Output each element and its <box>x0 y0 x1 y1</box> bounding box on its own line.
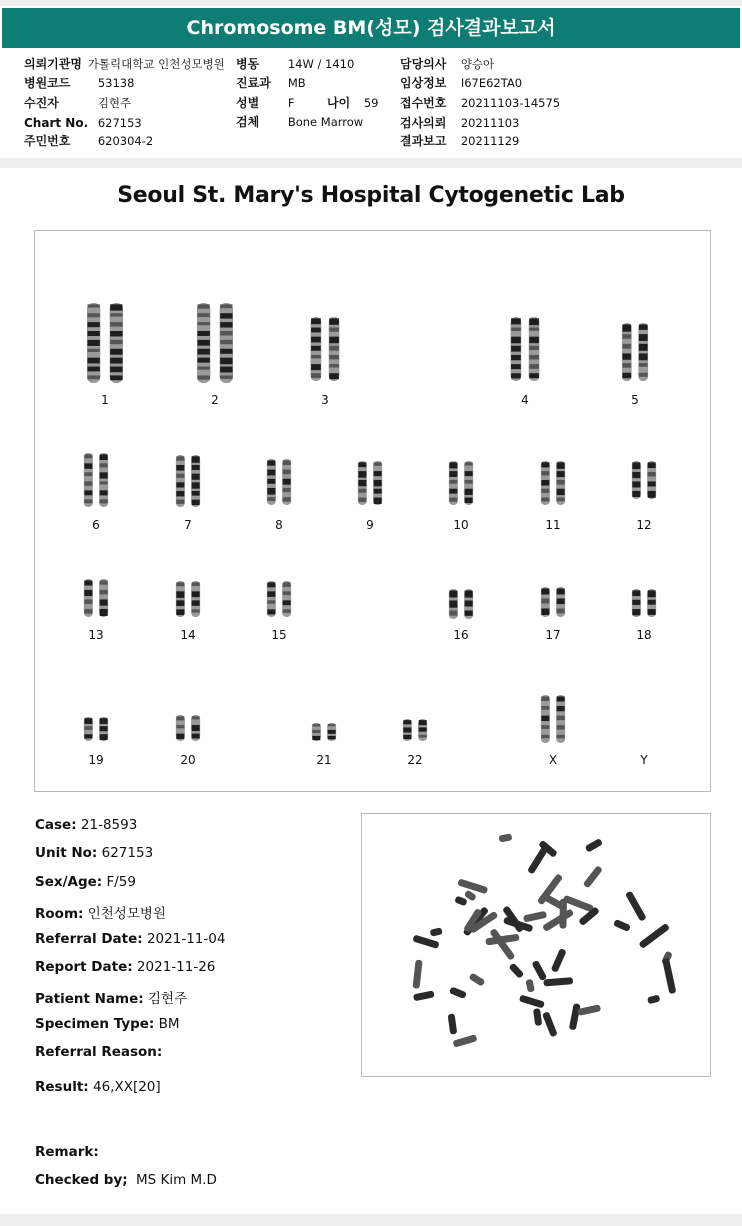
chromosome-label-7: 7 <box>184 518 192 532</box>
chromosome-pair-7 <box>176 455 200 507</box>
chromosome-label-11: 11 <box>545 518 561 532</box>
info-specimen: 검체 Bone Marrow <box>236 115 364 129</box>
chromosome-label-X: X <box>548 753 558 767</box>
chromosome-label-1: 1 <box>101 393 109 407</box>
chromosome-pair-20 <box>176 715 200 741</box>
chromosome-label-17: 17 <box>545 628 561 642</box>
chromosome-pair-14 <box>176 581 200 617</box>
chromosome-pair-4 <box>511 317 540 381</box>
case-line: Case: 21-8593 <box>35 817 138 833</box>
section-divider <box>0 158 742 168</box>
info-test-request: 검사의뢰 20211103 <box>400 116 520 130</box>
info-attending-doctor: 담당의사 양승아 <box>400 57 495 71</box>
chromosome-label-9: 9 <box>366 518 374 532</box>
chromosome-pair-11 <box>541 461 565 505</box>
chromosome-label-15: 15 <box>271 628 287 642</box>
chromosome-pair-X <box>541 695 565 743</box>
chromosome-pair-19 <box>84 717 108 741</box>
chromosome-label-18: 18 <box>636 628 652 642</box>
chromosome-pair-1 <box>87 303 123 383</box>
remark-line: Remark: <box>35 1144 99 1160</box>
specimen-type-line: Specimen Type: BM <box>35 1016 180 1032</box>
chromosome-label-20: 20 <box>180 753 196 767</box>
metaphase-panel <box>361 813 711 1077</box>
referral-reason-line: Referral Reason: <box>35 1044 163 1060</box>
chromosome-label-14: 14 <box>180 628 196 642</box>
chromosome-label-2: 2 <box>211 393 219 407</box>
chromosome-pair-5 <box>622 323 648 381</box>
chromosome-pair-6 <box>84 453 108 507</box>
info-department: 진료과 MB <box>236 76 306 90</box>
result-line: Result: 46,XX[20] <box>35 1079 161 1095</box>
chromosome-label-Y: Y <box>640 753 648 767</box>
chromosome-label-13: 13 <box>88 628 104 642</box>
chromosome-pair-2 <box>197 303 233 383</box>
chromosome-label-19: 19 <box>88 753 104 767</box>
info-clinical-info: 임상정보 I67E62TA0 <box>400 76 523 90</box>
karyotype-panel <box>34 230 711 792</box>
chromosome-pair-22 <box>403 719 427 741</box>
report-title: Chromosome BM(성모) 검사결과보고서 <box>2 8 740 48</box>
info-referring-institution: 의뢰기관명 가톨릭대학교 인천성모병원 <box>24 57 225 71</box>
metaphase-image <box>362 814 710 1076</box>
chromosome-pair-13 <box>84 579 108 617</box>
chromosome-label-4: 4 <box>521 393 529 407</box>
info-ward: 병동 14W / 1410 <box>236 57 355 71</box>
unit-no-line: Unit No: 627153 <box>35 845 154 861</box>
info-patient-name: 수진자 김현주 <box>24 96 132 110</box>
chromosome-pair-15 <box>267 581 291 617</box>
chromosome-pair-16 <box>449 589 473 619</box>
chromosome-pair-3 <box>311 317 340 381</box>
report-date-line: Report Date: 2021-11-26 <box>35 959 216 975</box>
referral-date-line: Referral Date: 2021-11-04 <box>35 931 226 947</box>
chromosome-label-6: 6 <box>92 518 100 532</box>
chromosome-label-10: 10 <box>453 518 469 532</box>
info-chart-no: Chart No. 627153 <box>24 116 142 130</box>
chromosome-pair-18 <box>632 589 656 617</box>
top-margin <box>0 0 742 6</box>
chromosome-pair-12 <box>632 461 656 499</box>
sex-age-line: Sex/Age: F/59 <box>35 874 136 890</box>
info-result-report: 결과보고 20211129 <box>400 134 520 148</box>
info-receipt-no: 접수번호 20211103-14575 <box>400 96 561 110</box>
info-hospital-code: 병원코드 53138 <box>24 76 135 90</box>
info-age: 나이 59 <box>327 96 379 110</box>
chromosome-label-22: 22 <box>407 753 423 767</box>
chromosome-label-21: 21 <box>316 753 332 767</box>
karyotype-image <box>35 231 710 791</box>
lab-title: Seoul St. Mary's Hospital Cytogenetic Lab <box>117 183 625 208</box>
chromosome-pair-8 <box>267 459 291 505</box>
room-line: Room: 인천성모병원 <box>35 906 166 922</box>
bottom-margin <box>0 1214 742 1226</box>
chromosome-pair-10 <box>449 461 473 505</box>
chromosome-pair-9 <box>358 461 382 505</box>
chromosome-label-5: 5 <box>631 393 639 407</box>
metaphase-chromosomes <box>412 833 676 1047</box>
chromosome-label-16: 16 <box>453 628 469 642</box>
patient-name-line: Patient Name: 김현주 <box>35 991 188 1007</box>
checked-by-line: Checked by; MS Kim M.D <box>35 1172 217 1188</box>
chromosome-label-12: 12 <box>636 518 652 532</box>
chromosome-pair-17 <box>541 587 565 617</box>
chromosome-label-3: 3 <box>321 393 329 407</box>
chromosome-label-8: 8 <box>275 518 283 532</box>
info-resident-no: 주민번호 620304-2 <box>24 134 154 148</box>
info-sex: 성별 F <box>236 96 295 110</box>
chromosome-pair-21 <box>312 723 336 741</box>
